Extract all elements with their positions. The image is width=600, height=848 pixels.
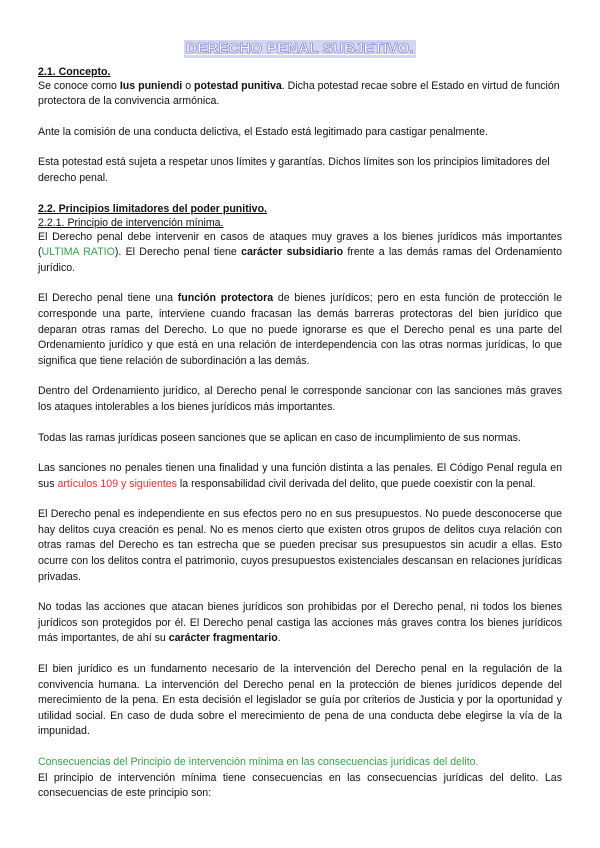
bold-term: potestad punitiva [194,79,282,92]
text: . Dicha potestad recae sobre el Estado en virtud de función protectora de la convivencia armónica. [38,79,560,108]
bold-term: carácter fragmentario [168,632,278,645]
text: de bienes jurídicos; pero en esta función de protección le corresponde una parte, interviene cuando fracasan las demás barreras protectoras del bien jurídico que deparan otras ramas del Derecho. Lo que no puede ignorarse es que el Derecho penal es una parte del Ordenamiento jurídico y que está en una relación de interdependencia con las otras normas jurídicas, lo que significa que tiene relación de subordinación a las demás. [38,292,562,367]
green-term: ULTIMA RATIO [41,246,115,259]
text: frente a las demás ramas del Ordenamiento jurídico. [38,246,562,274]
paragraph-independiente: El Derecho penal es independiente en sus efectos pero no en sus presupuestos. No puede desconocerse que hay delitos cuya creación es penal. No es menos cierto que existen otros grupos de delitos cuya relación con otras ramas del Derecho es tan estrecha que se pueden precisar sus presupuestos sin acudir a ellas. Esto ocurre con los delitos contra el patrimonio, cuyos presupuestos existenciales descansan en relaciones jurídicas privadas. [38,508,562,583]
paragraph-funcion-protectora [38,291,562,369]
text: Las sanciones no penales tienen una finalidad y una función distinta a las penales. El Código Penal regula en sus [38,462,562,490]
bold-term: función protectora [177,292,274,305]
text: . [277,632,281,645]
bold-term: carácter subsidiario [241,246,344,259]
text: El Derecho penal debe intervenir en casos de ataques muy graves a los bienes jurídicos más importantes ( [38,230,562,259]
section-heading-principios: 2.2. Principios limitadores del poder punitivo. [38,202,267,215]
green-subheading-consecuencias: Consecuencias del Principio de intervención mínima en las consecuencias jurídicas del delito. [38,756,479,768]
section-heading-concepto: 2.1. Concepto. [38,65,111,78]
text: la responsabilidad civil derivada del delito, que puede coexistir con la penal. [176,477,536,490]
subsection-heading-intervencion: 2.2.1. Principio de intervención mínima. [38,216,224,229]
bold-term: Ius puniendi [119,79,183,92]
page-title: DERECHO PENAL SUBJETIVO. [186,40,414,57]
text: o [182,79,195,92]
paragraph-limites: Esta potestad está sujeta a respetar unos límites y garantías. Dichos límites son los principios limitadores del derecho penal. [38,156,550,184]
paragraph-sanciones [38,461,562,492]
paragraph-ultima-ratio [38,230,562,277]
text: El Derecho penal tiene una [38,292,178,305]
text: ). El Derecho penal tiene [114,246,242,259]
paragraph-fragmentario [38,600,562,647]
title-wrap [38,40,562,59]
document-page [38,40,562,802]
paragraph-concepto [38,79,562,110]
text: Se conoce como [38,79,120,92]
paragraph-legitimado: Ante la comisión de una conducta delictiva, el Estado está legitimado para castigar penalmente. [38,125,488,138]
paragraph-ramas: Todas las ramas jurídicas poseen sanciones que se aplican en caso de incumplimiento de sus normas. [38,431,521,444]
red-reference: artículos 109 y siguientes [57,477,177,490]
text: No todas las acciones que atacan bienes jurídicos son prohibidas por el Derecho penal, ni todos los bienes jurídicos son protegidos por él. El Derecho penal castiga las acciones más graves contra los bienes jurídicos más importantes, de ahí su [38,601,562,645]
paragraph-consecuencias: El principio de intervención mínima tiene consecuencias en las consecuencias jurídicas del delito. Las consecuencias de este principio son: [38,771,562,800]
paragraph-bien-juridico: El bien jurídico es un fundamento necesario de la intervención del Derecho penal en la regulación de la convivencia humana. La intervención del Derecho penal en la protección de bienes jurídicos depende del merecimiento de la pena. En esta decisión el legislador se guía por criterios de Justicia y por la oportunidad y utilidad social. En caso de duda sobre el merecimiento de pena de una conducta debe elegirse la vía de la impunidad. [38,663,562,738]
paragraph-sancionar: Dentro del Ordenamiento jurídico, al Derecho penal le corresponde sancionar con las sanciones más graves los ataques intolerables a los bienes jurídicos más importantes. [38,385,562,413]
